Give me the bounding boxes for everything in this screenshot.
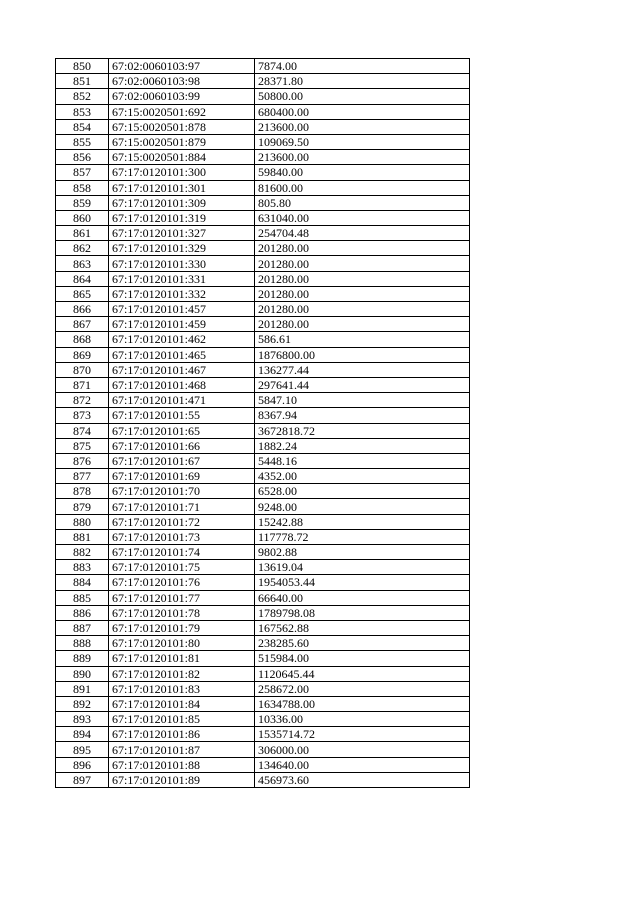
cadastral-value-cell: 680400.00 xyxy=(255,104,470,119)
cadastral-number-cell: 67:17:0120101:79 xyxy=(109,620,255,635)
cadastral-number-cell: 67:17:0120101:76 xyxy=(109,575,255,590)
table-row xyxy=(56,362,470,377)
row-number-cell: 877 xyxy=(56,469,109,484)
row-number-cell: 883 xyxy=(56,560,109,575)
cadastral-number-cell: 67:17:0120101:83 xyxy=(109,681,255,696)
cadastral-value-cell: 13619.04 xyxy=(255,560,470,575)
cadastral-value-cell: 3672818.72 xyxy=(255,423,470,438)
table-row xyxy=(56,651,470,666)
table-row xyxy=(56,210,470,225)
cadastral-number-cell: 67:17:0120101:457 xyxy=(109,302,255,317)
row-number-cell: 851 xyxy=(56,74,109,89)
cadastral-value-cell: 81600.00 xyxy=(255,180,470,195)
cadastral-value-cell: 1789798.08 xyxy=(255,605,470,620)
cadastral-number-cell: 67:17:0120101:73 xyxy=(109,529,255,544)
cadastral-value-cell: 4352.00 xyxy=(255,469,470,484)
cadastral-value-cell: 134640.00 xyxy=(255,757,470,772)
cadastral-value-cell: 5448.16 xyxy=(255,453,470,468)
table-row xyxy=(56,347,470,362)
row-number-cell: 881 xyxy=(56,529,109,544)
row-number-cell: 885 xyxy=(56,590,109,605)
cadastral-number-cell: 67:17:0120101:67 xyxy=(109,453,255,468)
row-number-cell: 887 xyxy=(56,620,109,635)
cadastral-value-cell: 201280.00 xyxy=(255,302,470,317)
cadastral-value-cell: 254704.48 xyxy=(255,226,470,241)
cadastral-value-cell: 306000.00 xyxy=(255,742,470,757)
cadastral-number-cell: 67:17:0120101:81 xyxy=(109,651,255,666)
cadastral-number-cell: 67:02:0060103:98 xyxy=(109,74,255,89)
cadastral-number-cell: 67:15:0020501:692 xyxy=(109,104,255,119)
row-number-cell: 884 xyxy=(56,575,109,590)
cadastral-value-cell: 109069.50 xyxy=(255,134,470,149)
table-row xyxy=(56,134,470,149)
row-number-cell: 871 xyxy=(56,377,109,392)
row-number-cell: 866 xyxy=(56,302,109,317)
cadastral-number-cell: 67:17:0120101:85 xyxy=(109,712,255,727)
table-row xyxy=(56,514,470,529)
row-number-cell: 894 xyxy=(56,727,109,742)
cadastral-number-cell: 67:17:0120101:69 xyxy=(109,469,255,484)
cadastral-value-cell: 167562.88 xyxy=(255,620,470,635)
row-number-cell: 864 xyxy=(56,271,109,286)
table-row xyxy=(56,742,470,757)
row-number-cell: 865 xyxy=(56,286,109,301)
table-row xyxy=(56,226,470,241)
cadastral-value-cell: 213600.00 xyxy=(255,150,470,165)
cadastral-number-cell: 67:17:0120101:300 xyxy=(109,165,255,180)
cadastral-value-cell: 9248.00 xyxy=(255,499,470,514)
row-number-cell: 882 xyxy=(56,545,109,560)
cadastral-number-cell: 67:17:0120101:332 xyxy=(109,286,255,301)
row-number-cell: 868 xyxy=(56,332,109,347)
row-number-cell: 859 xyxy=(56,195,109,210)
row-number-cell: 897 xyxy=(56,772,109,787)
table-row xyxy=(56,180,470,195)
cadastral-number-cell: 67:17:0120101:89 xyxy=(109,772,255,787)
table-row xyxy=(56,408,470,423)
cadastral-value-cell: 8367.94 xyxy=(255,408,470,423)
cadastral-value-cell: 1876800.00 xyxy=(255,347,470,362)
cadastral-value-cell: 201280.00 xyxy=(255,317,470,332)
row-number-cell: 893 xyxy=(56,712,109,727)
cadastral-number-cell: 67:17:0120101:467 xyxy=(109,362,255,377)
table-row xyxy=(56,195,470,210)
row-number-cell: 850 xyxy=(56,59,109,74)
row-number-cell: 874 xyxy=(56,423,109,438)
cadastral-number-cell: 67:17:0120101:72 xyxy=(109,514,255,529)
cadastral-number-cell: 67:17:0120101:84 xyxy=(109,696,255,711)
table-body xyxy=(56,59,470,788)
cadastral-value-cell: 28371.80 xyxy=(255,74,470,89)
cadastral-value-cell: 59840.00 xyxy=(255,165,470,180)
row-number-cell: 867 xyxy=(56,317,109,332)
table-row xyxy=(56,377,470,392)
row-number-cell: 878 xyxy=(56,484,109,499)
table-row xyxy=(56,317,470,332)
table-row xyxy=(56,332,470,347)
table-row xyxy=(56,104,470,119)
row-number-cell: 879 xyxy=(56,499,109,514)
table-row xyxy=(56,590,470,605)
table-row xyxy=(56,469,470,484)
cadastral-number-cell: 67:15:0020501:879 xyxy=(109,134,255,149)
cadastral-value-cell: 515984.00 xyxy=(255,651,470,666)
table-row xyxy=(56,286,470,301)
cadastral-value-cell: 456973.60 xyxy=(255,772,470,787)
cadastral-value-cell: 238285.60 xyxy=(255,636,470,651)
cadastral-number-cell: 67:17:0120101:462 xyxy=(109,332,255,347)
cadastral-number-cell: 67:17:0120101:77 xyxy=(109,590,255,605)
cadastral-value-cell: 201280.00 xyxy=(255,256,470,271)
table-row xyxy=(56,165,470,180)
table-row xyxy=(56,727,470,742)
row-number-cell: 892 xyxy=(56,696,109,711)
cadastral-value-cell: 201280.00 xyxy=(255,271,470,286)
cadastral-value-cell: 297641.44 xyxy=(255,377,470,392)
table-row xyxy=(56,393,470,408)
row-number-cell: 872 xyxy=(56,393,109,408)
table-row xyxy=(56,256,470,271)
row-number-cell: 896 xyxy=(56,757,109,772)
table-row xyxy=(56,119,470,134)
cadastral-number-cell: 67:17:0120101:86 xyxy=(109,727,255,742)
table-row xyxy=(56,484,470,499)
cadastral-value-cell: 50800.00 xyxy=(255,89,470,104)
table-row xyxy=(56,575,470,590)
row-number-cell: 888 xyxy=(56,636,109,651)
cadastral-value-cell: 7874.00 xyxy=(255,59,470,74)
cadastral-value-cell: 631040.00 xyxy=(255,210,470,225)
table-row xyxy=(56,529,470,544)
table-row xyxy=(56,636,470,651)
table-row xyxy=(56,241,470,256)
cadastral-value-cell: 10336.00 xyxy=(255,712,470,727)
cadastral-value-cell: 6528.00 xyxy=(255,484,470,499)
cadastral-number-cell: 67:17:0120101:88 xyxy=(109,757,255,772)
table-row xyxy=(56,74,470,89)
table-row xyxy=(56,757,470,772)
cadastral-number-cell: 67:17:0120101:75 xyxy=(109,560,255,575)
row-number-cell: 886 xyxy=(56,605,109,620)
table-row xyxy=(56,499,470,514)
table-row xyxy=(56,453,470,468)
cadastral-number-cell: 67:17:0120101:309 xyxy=(109,195,255,210)
cadastre-value-table xyxy=(55,58,470,788)
row-number-cell: 862 xyxy=(56,241,109,256)
table-row xyxy=(56,772,470,787)
cadastral-value-cell: 213600.00 xyxy=(255,119,470,134)
cadastral-number-cell: 67:17:0120101:459 xyxy=(109,317,255,332)
cadastral-number-cell: 67:17:0120101:78 xyxy=(109,605,255,620)
table-row xyxy=(56,89,470,104)
table-row xyxy=(56,560,470,575)
row-number-cell: 860 xyxy=(56,210,109,225)
cadastral-value-cell: 5847.10 xyxy=(255,393,470,408)
cadastral-number-cell: 67:17:0120101:87 xyxy=(109,742,255,757)
table-row xyxy=(56,605,470,620)
row-number-cell: 869 xyxy=(56,347,109,362)
cadastral-value-cell: 66640.00 xyxy=(255,590,470,605)
row-number-cell: 891 xyxy=(56,681,109,696)
row-number-cell: 889 xyxy=(56,651,109,666)
table-row xyxy=(56,423,470,438)
row-number-cell: 870 xyxy=(56,362,109,377)
cadastral-value-cell: 9802.88 xyxy=(255,545,470,560)
cadastral-number-cell: 67:17:0120101:80 xyxy=(109,636,255,651)
row-number-cell: 876 xyxy=(56,453,109,468)
row-number-cell: 856 xyxy=(56,150,109,165)
cadastral-number-cell: 67:17:0120101:74 xyxy=(109,545,255,560)
cadastral-number-cell: 67:17:0120101:82 xyxy=(109,666,255,681)
row-number-cell: 875 xyxy=(56,438,109,453)
table-row xyxy=(56,438,470,453)
table-row xyxy=(56,302,470,317)
table-row xyxy=(56,545,470,560)
cadastral-value-cell: 136277.44 xyxy=(255,362,470,377)
cadastral-number-cell: 67:17:0120101:66 xyxy=(109,438,255,453)
table-row xyxy=(56,696,470,711)
row-number-cell: 854 xyxy=(56,119,109,134)
row-number-cell: 873 xyxy=(56,408,109,423)
row-number-cell: 855 xyxy=(56,134,109,149)
table-row xyxy=(56,620,470,635)
cadastral-value-cell: 1634788.00 xyxy=(255,696,470,711)
cadastral-number-cell: 67:17:0120101:55 xyxy=(109,408,255,423)
cadastral-value-cell: 117778.72 xyxy=(255,529,470,544)
table-row xyxy=(56,271,470,286)
cadastral-number-cell: 67:17:0120101:71 xyxy=(109,499,255,514)
cadastral-value-cell: 15242.88 xyxy=(255,514,470,529)
cadastral-number-cell: 67:15:0020501:878 xyxy=(109,119,255,134)
table-row xyxy=(56,59,470,74)
table-row xyxy=(56,681,470,696)
cadastral-number-cell: 67:15:0020501:884 xyxy=(109,150,255,165)
cadastral-number-cell: 67:17:0120101:65 xyxy=(109,423,255,438)
table-row xyxy=(56,150,470,165)
row-number-cell: 895 xyxy=(56,742,109,757)
table-row xyxy=(56,666,470,681)
cadastral-value-cell: 258672.00 xyxy=(255,681,470,696)
row-number-cell: 863 xyxy=(56,256,109,271)
row-number-cell: 861 xyxy=(56,226,109,241)
row-number-cell: 858 xyxy=(56,180,109,195)
cadastral-number-cell: 67:17:0120101:327 xyxy=(109,226,255,241)
cadastral-value-cell: 1882.24 xyxy=(255,438,470,453)
row-number-cell: 853 xyxy=(56,104,109,119)
cadastral-value-cell: 1954053.44 xyxy=(255,575,470,590)
row-number-cell: 890 xyxy=(56,666,109,681)
cadastral-number-cell: 67:17:0120101:319 xyxy=(109,210,255,225)
cadastral-value-cell: 1120645.44 xyxy=(255,666,470,681)
cadastral-value-cell: 1535714.72 xyxy=(255,727,470,742)
cadastral-value-cell: 201280.00 xyxy=(255,286,470,301)
cadastral-number-cell: 67:17:0120101:70 xyxy=(109,484,255,499)
cadastral-number-cell: 67:17:0120101:301 xyxy=(109,180,255,195)
row-number-cell: 857 xyxy=(56,165,109,180)
cadastral-number-cell: 67:17:0120101:330 xyxy=(109,256,255,271)
cadastral-value-cell: 586.61 xyxy=(255,332,470,347)
cadastral-number-cell: 67:02:0060103:99 xyxy=(109,89,255,104)
cadastral-number-cell: 67:02:0060103:97 xyxy=(109,59,255,74)
cadastral-number-cell: 67:17:0120101:468 xyxy=(109,377,255,392)
cadastral-number-cell: 67:17:0120101:331 xyxy=(109,271,255,286)
cadastral-number-cell: 67:17:0120101:329 xyxy=(109,241,255,256)
cadastral-number-cell: 67:17:0120101:465 xyxy=(109,347,255,362)
table-row xyxy=(56,712,470,727)
cadastral-value-cell: 805.80 xyxy=(255,195,470,210)
row-number-cell: 880 xyxy=(56,514,109,529)
cadastral-number-cell: 67:17:0120101:471 xyxy=(109,393,255,408)
cadastral-value-cell: 201280.00 xyxy=(255,241,470,256)
row-number-cell: 852 xyxy=(56,89,109,104)
